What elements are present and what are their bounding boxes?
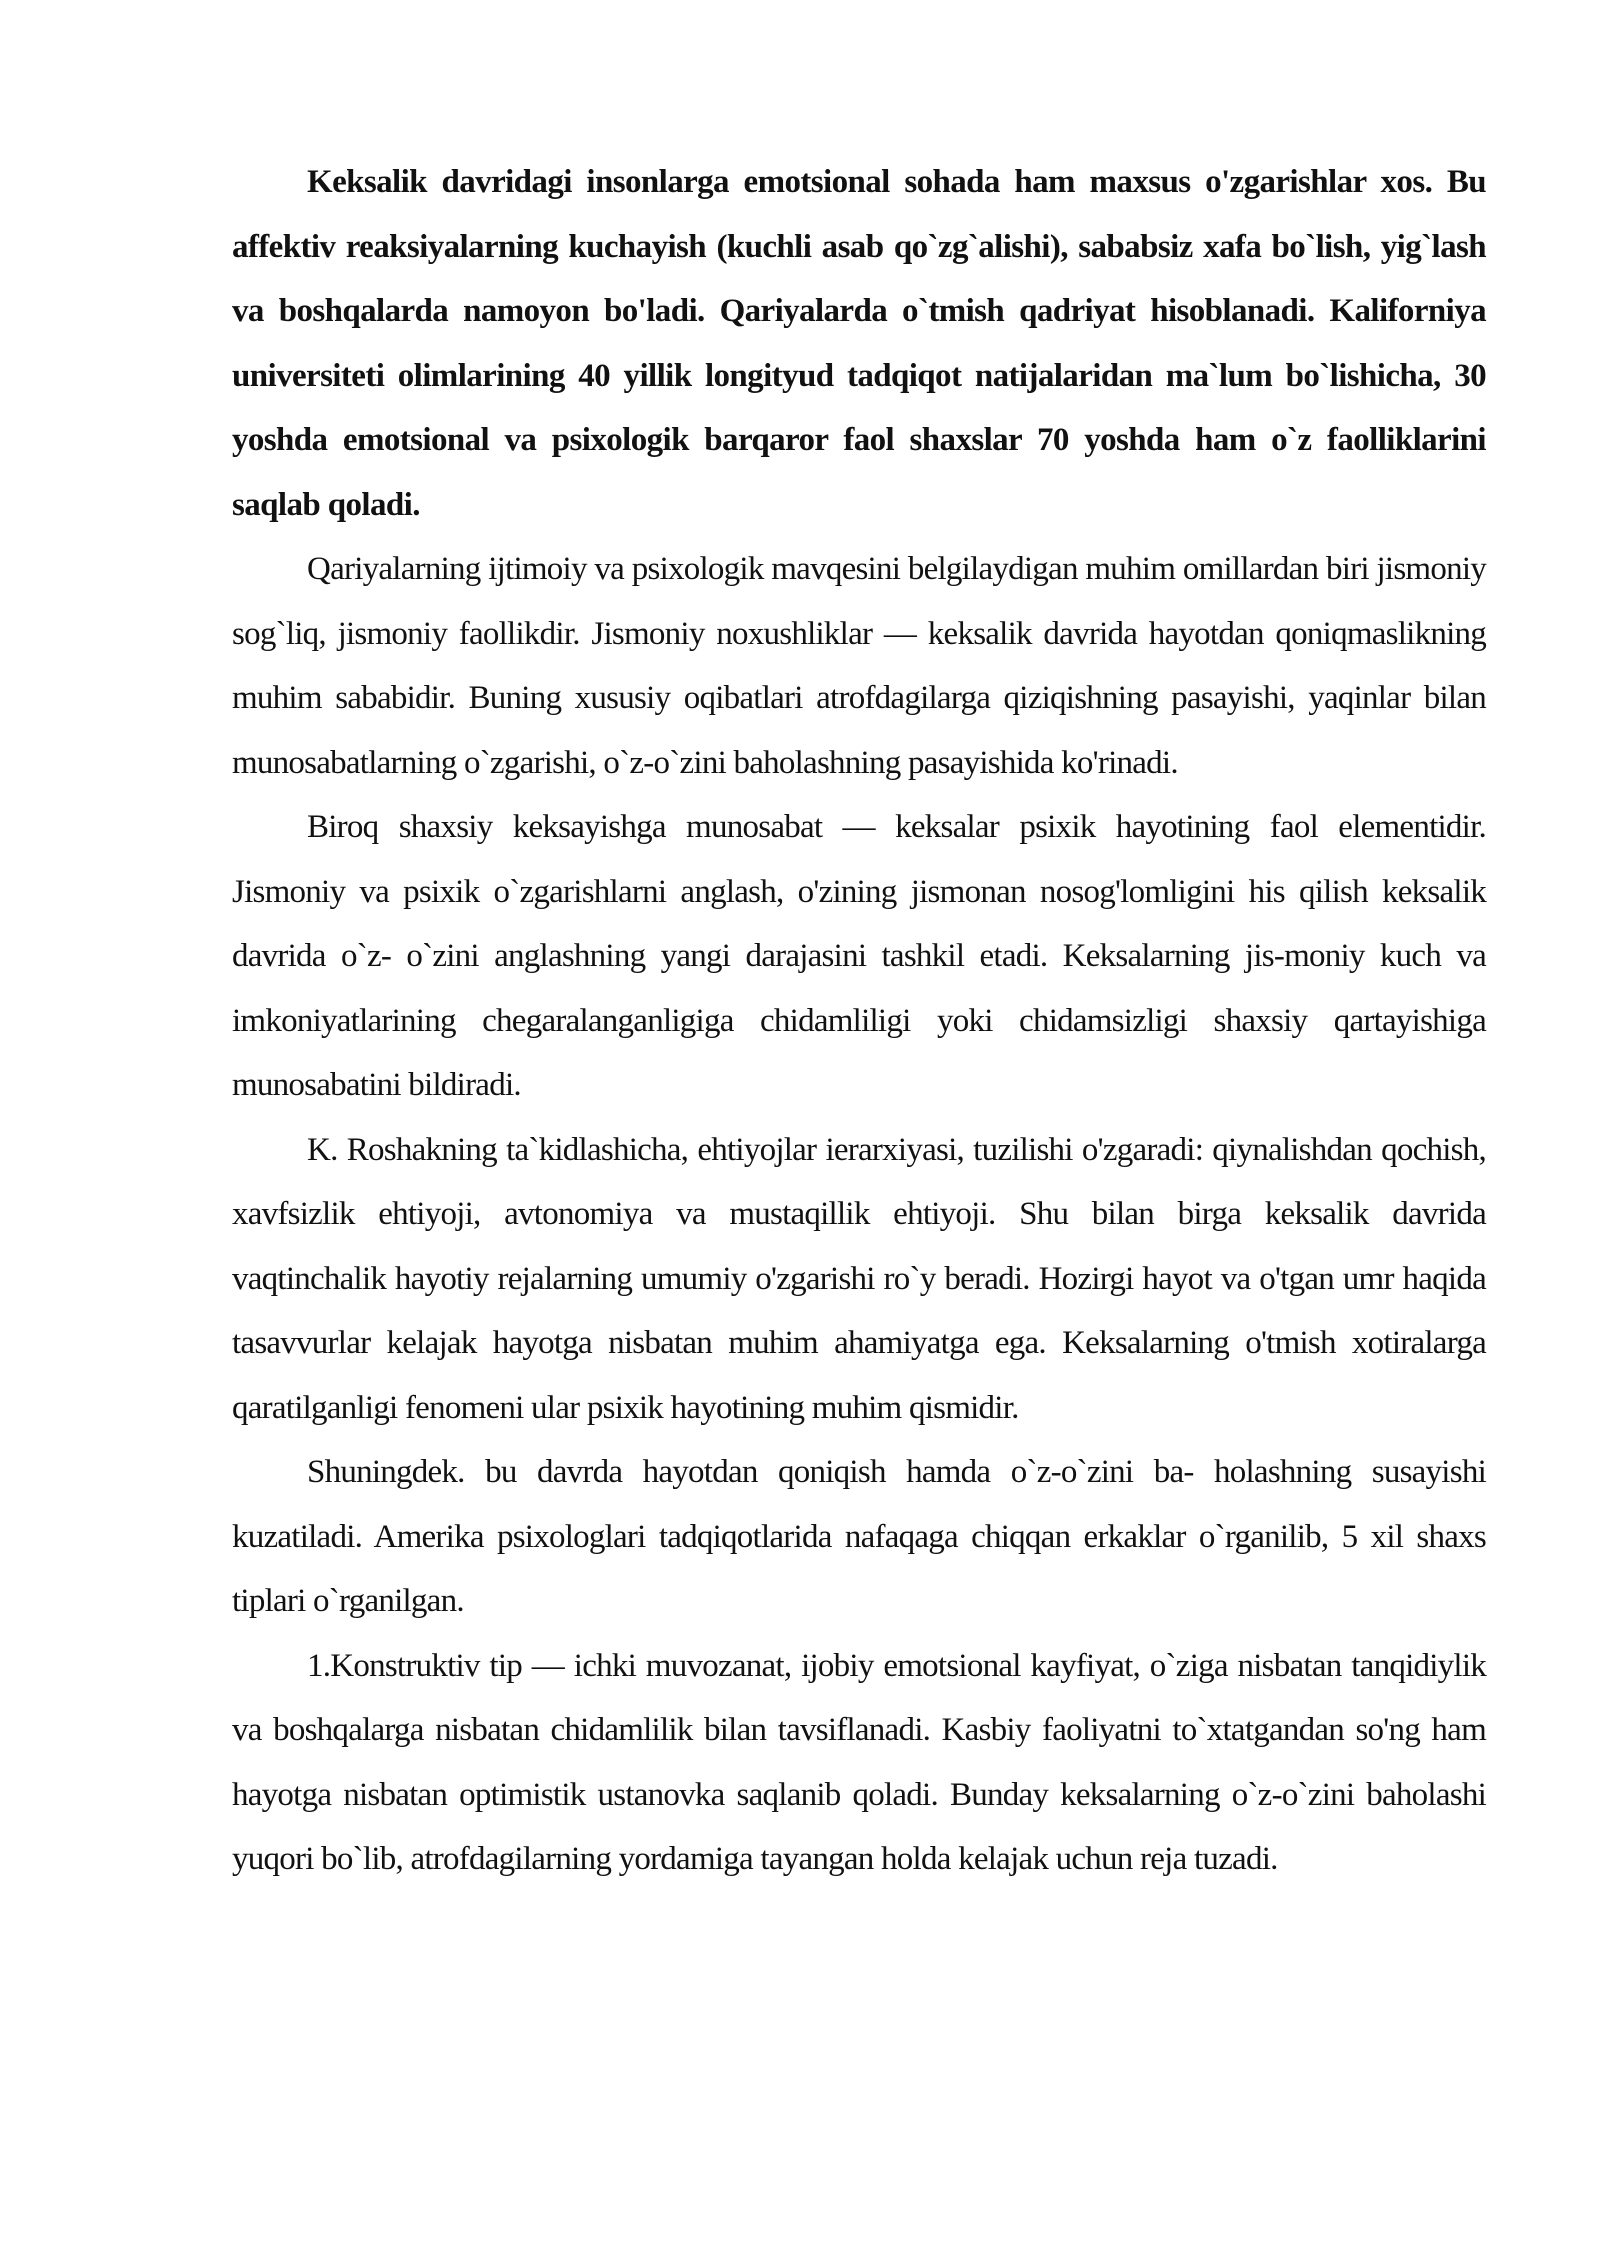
paragraph-emotional-changes: Keksalik davridagi insonlarga emotsional sohada ham maxsus o'zgarishlar xos. Bu affektiv reaksiyalarning kuchayish (kuchli asab qo`zg`alishi), sababsiz xafa bo`lish, yig`lash va boshqalarda namoyon bo'ladi. Qariyalarda o`tmish qadriyat hisoblanadi. Kaliforniya universiteti olimlarining 40 yillik longityud tadqiqot natijalaridan ma`lum bo`lishicha, 30 yoshda emotsional va psixologik barqaror faol shaxslar 70 yoshda ham o`z faolliklarini saqlab qoladi.	[232, 164, 1486, 523]
paragraph-constructive-type: 1.Konstruktiv tip — ichki muvozanat, ijobiy emotsional kayfiyat, o`ziga nisbatan tanqidiylik va boshqalarga nisbatan chidamlilik bilan tavsiflanadi. Kasbiy faoliyatni to`xtatgandan so'ng ham hayotga nisbatan optimistik ustanovka saqlanib qoladi. Bunday keksalarning o`z-o`zini baholashi yuqori bo`lib, atrofdagilarning yordamiga tayangan holda kelajak uchun reja tuzadi.	[232, 1647, 1486, 1877]
paragraph-needs-hierarchy: K. Roshakning ta`kidlashicha, ehtiyojlar ierarxiyasi, tuzilishi o'zgaradi: qiynalishdan qochish, xavfsizlik ehtiyoji, avtonomiya va mustaqillik ehtiyoji. Shu bilan birga keksalik davrida vaqtinchalik hayotiy rejalarning umumiy o'zgarishi ro`y beradi. Hozirgi hayot va o'tgan umr haqida tasavvurlar kelajak hayotga nisbatan muhim ahamiyatga ega. Keksalarning o'tmish xotiralarga qaratilganligi fenomeni ular psixik hayotining muhim qismidir.	[232, 1131, 1486, 1426]
paragraph-life-satisfaction: Shuningdek. bu davrda hayotdan qoniqish hamda o`z-o`zini ba- holashning susayishi kuzatiladi. Amerika psixologlari tadqiqotlarida nafaqaga chiqqan erkaklar o`rganilib, 5 xil shaxs tiplari o`rganilgan.	[232, 1454, 1486, 1619]
body-text	[232, 150, 1486, 1892]
paragraph-physical-health: Qariyalarning ijtimoiy va psixologik mavqesini belgilaydigan muhim omillardan biri jismoniy sog`liq, jismoniy faollikdir. Jismoniy noxushliklar — keksalik davrida hayotdan qoniqmaslikning muhim sababidir. Buning xususiy oqibatlari atrofdagilarga qiziqishning pasayishi, yaqinlar bilan munosabatlarning o`zgarishi, o`z-o`zini baholashning pasayishida ko'rinadi.	[232, 551, 1486, 781]
paragraph-attitude-to-aging: Biroq shaxsiy keksayishga munosabat — keksalar psixik hayotining faol elementidir. Jismoniy va psixik o`zgarishlarni anglash, o'zining jismonan nosog'lomligini his qilish keksalik davrida o`z- o`zini anglashning yangi darajasini tashkil etadi. Keksalarning jis-moniy kuch va imkoniyatlarining chegaralanganligiga chidamliligi yoki chidamsizligi shaxsiy qartayishiga munosabatini bildiradi.	[232, 809, 1486, 1103]
